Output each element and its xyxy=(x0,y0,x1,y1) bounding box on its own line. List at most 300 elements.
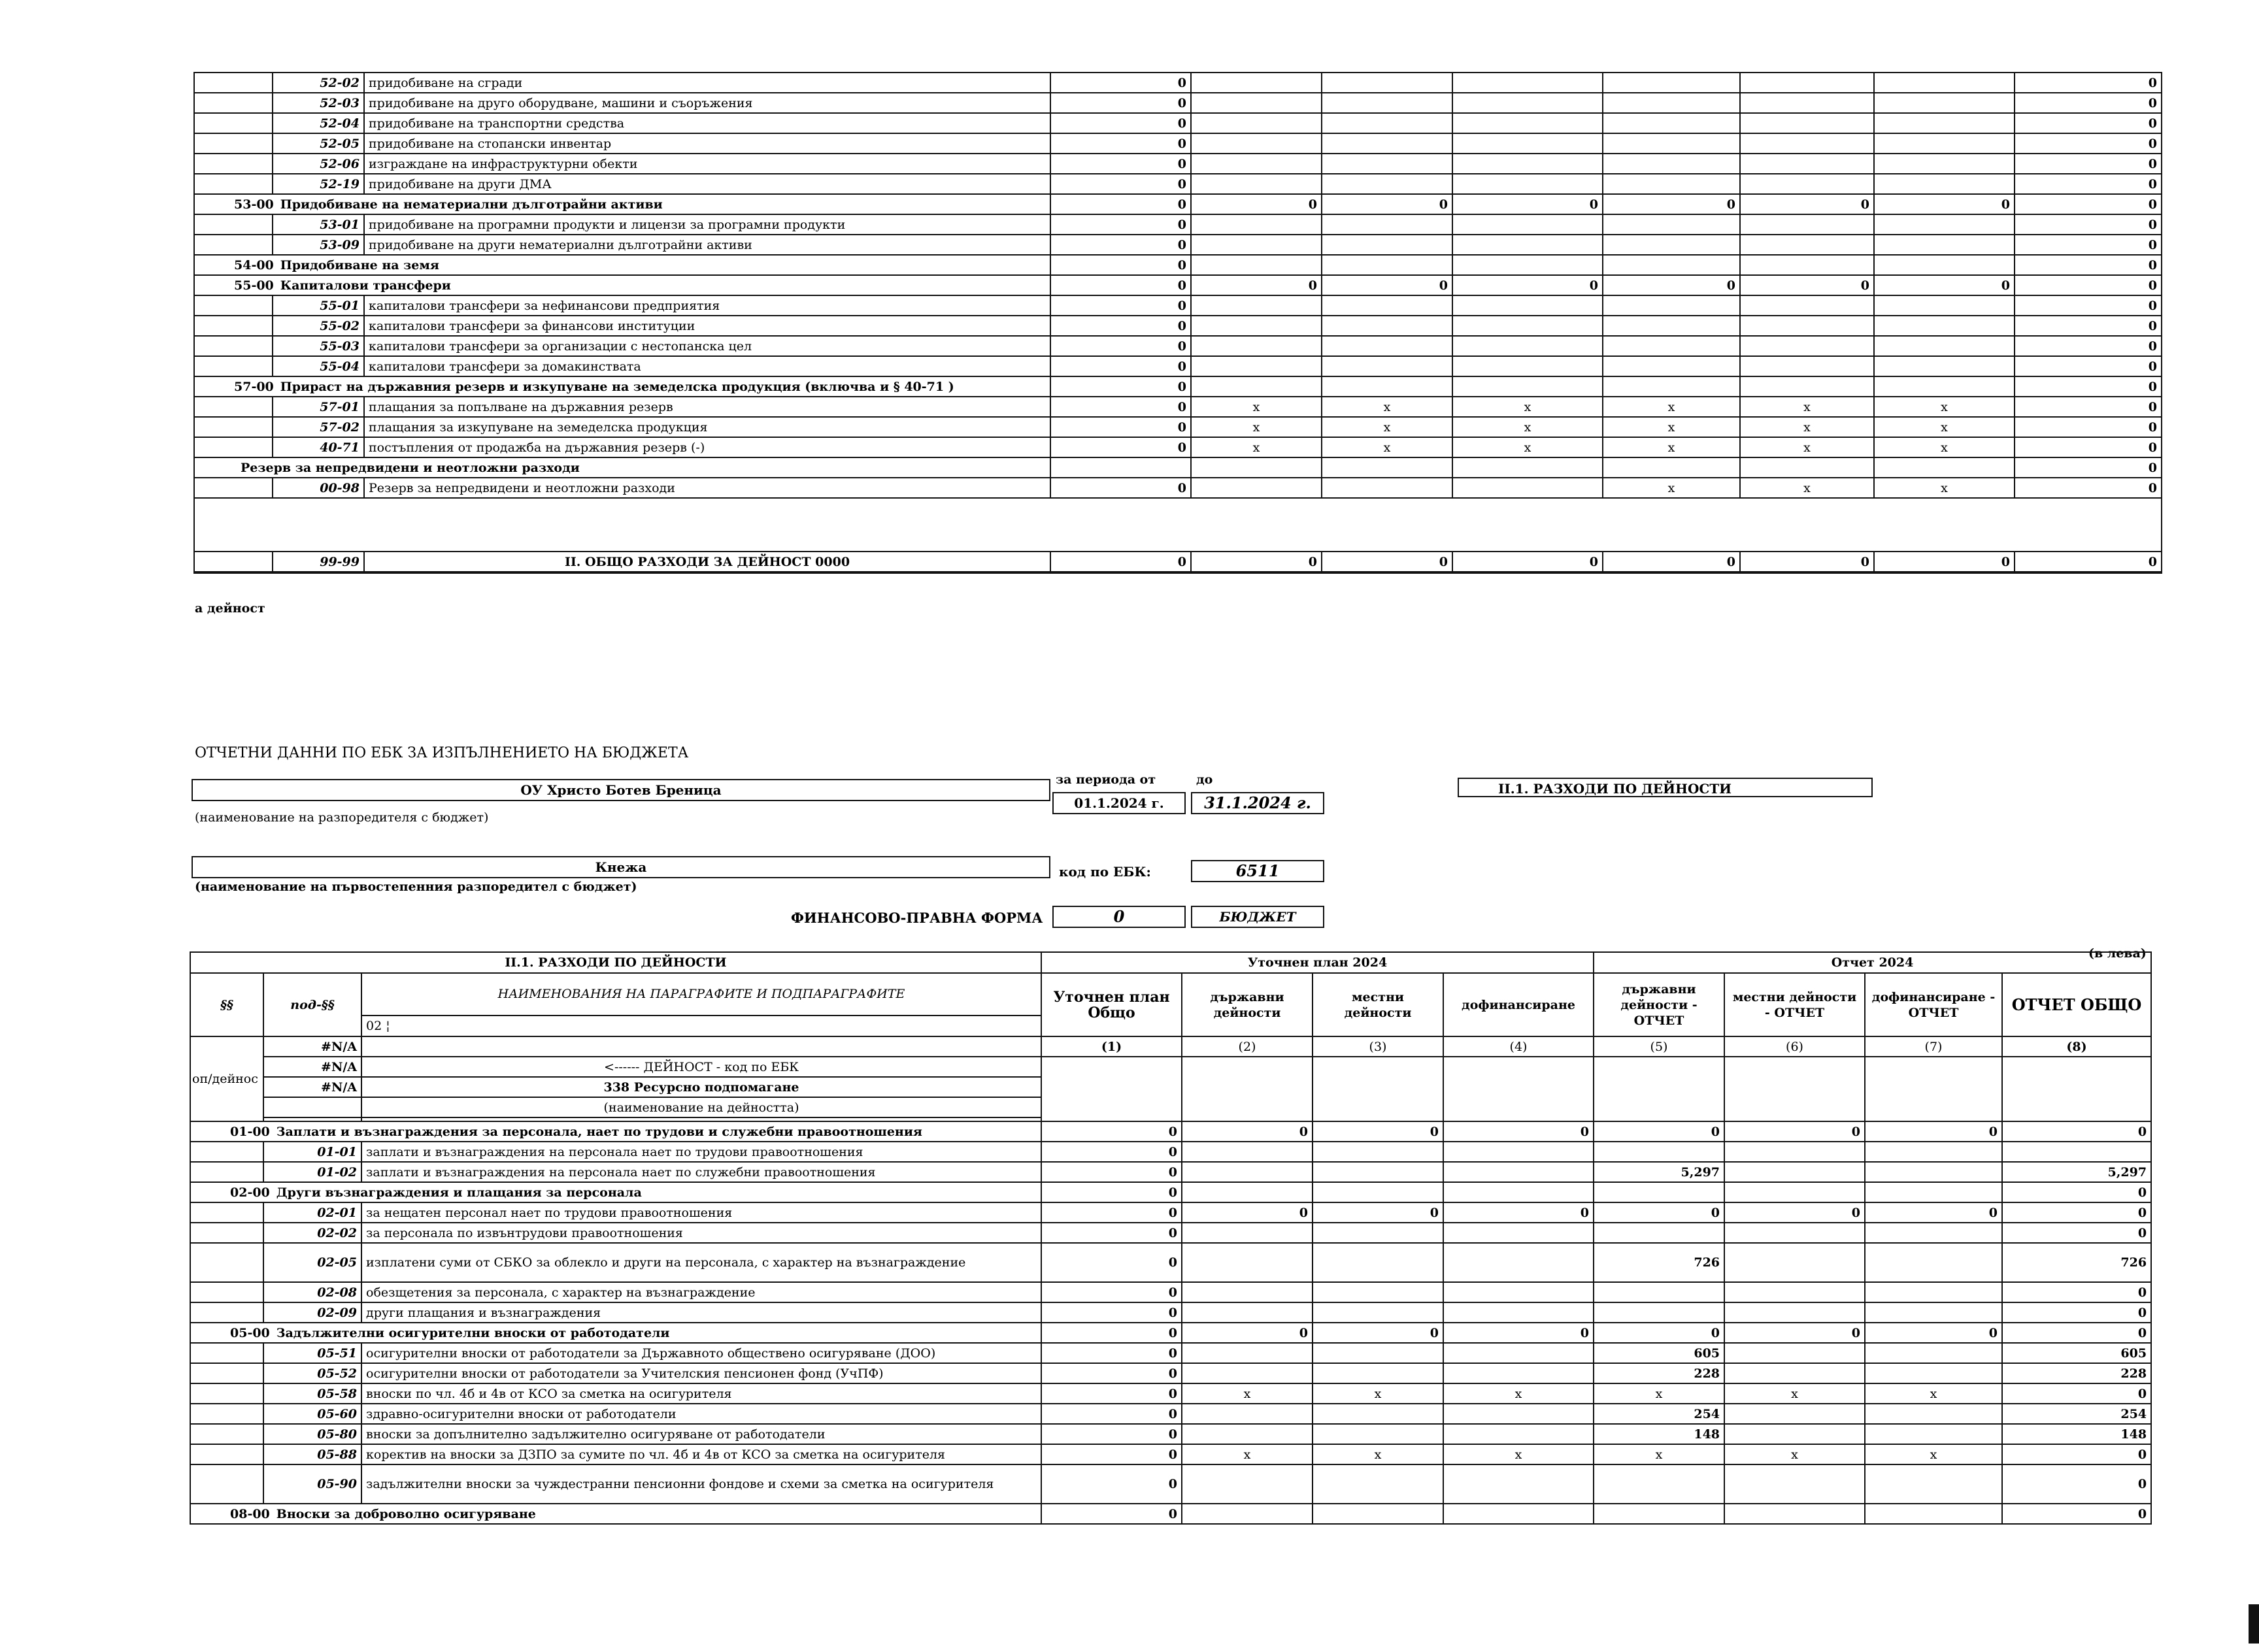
row-code: 52-06 xyxy=(273,154,364,174)
plan-total-cell: 0 xyxy=(1050,133,1191,154)
value-cell-c4 xyxy=(1443,1404,1594,1424)
table-row xyxy=(194,93,2162,113)
legal-form-code: 0 xyxy=(1052,906,1186,928)
value-cell-c2 xyxy=(1191,457,1322,478)
value-cell-c2 xyxy=(1182,1162,1313,1182)
na-code-3: #N/A xyxy=(263,1077,361,1097)
value-cell-c6: x xyxy=(1740,397,1874,417)
report-total-cell: 5,297 xyxy=(2002,1162,2151,1182)
value-cell-c5 xyxy=(1594,1464,1724,1504)
period-from-label: за периода от xyxy=(1056,772,1156,787)
value-cell-c7 xyxy=(1865,1282,2002,1302)
indent-cell xyxy=(194,478,273,498)
report-total-cell: 148 xyxy=(2002,1424,2151,1444)
row-label: изграждане на инфраструктурни обекти xyxy=(364,154,1050,174)
report-total-cell: 0 xyxy=(2015,417,2162,437)
plan-total-cell: 0 xyxy=(1050,417,1191,437)
col-total-report: ОТЧЕТ ОБЩО xyxy=(2002,973,2151,1036)
value-cell-c2 xyxy=(1182,1282,1313,1302)
value-cell-c6: 0 xyxy=(1740,275,1874,295)
row-label: II. ОБЩО РАЗХОДИ ЗА ДЕЙНОСТ 0000 xyxy=(364,552,1050,572)
row-code: 05-00 xyxy=(230,1325,270,1340)
report-total-cell: 0 xyxy=(2015,397,2162,417)
row-code: 02-05 xyxy=(263,1243,361,1282)
row-label: капиталови трансфери за организации с нестопанска цел xyxy=(364,336,1050,356)
value-cell-c3 xyxy=(1322,113,1452,133)
indent-cell xyxy=(194,93,273,113)
value-cell-c3 xyxy=(1313,1464,1443,1504)
row-label: здравно-осигурителни вноски от работодатели xyxy=(361,1404,1041,1424)
row-code: 02-00 xyxy=(230,1185,270,1200)
value-cell-c7 xyxy=(1865,1363,2002,1383)
value-cell-c6 xyxy=(1740,356,1874,376)
table-row xyxy=(194,437,2162,457)
value-cell-c2: 0 xyxy=(1182,1323,1313,1343)
row-code: 55-03 xyxy=(273,336,364,356)
report-total-cell: 0 xyxy=(2002,1182,2151,1202)
value-cell-c4 xyxy=(1452,457,1603,478)
col-num-8: (8) xyxy=(2002,1036,2151,1057)
plan-total-cell: 0 xyxy=(1041,1444,1182,1464)
plan-total-cell: 0 xyxy=(1050,336,1191,356)
value-cell-c7: x xyxy=(1874,437,2015,457)
total-cell-c5: 0 xyxy=(1603,552,1740,572)
value-cell-c4 xyxy=(1443,1504,1594,1524)
value-cell-c6 xyxy=(1740,154,1874,174)
indent-cell xyxy=(190,1202,263,1223)
value-cell-c7: 0 xyxy=(1865,1323,2002,1343)
report-total-cell: 0 xyxy=(2002,1504,2151,1524)
value-cell-c6: x xyxy=(1724,1444,1865,1464)
section-row-label xyxy=(190,1182,1041,1202)
report-total-cell: 0 xyxy=(2015,356,2162,376)
value-cell-c6: x xyxy=(1740,437,1874,457)
table-row xyxy=(194,194,2162,214)
value-cell-c4: 0 xyxy=(1443,1202,1594,1223)
value-cell-c4: x xyxy=(1452,437,1603,457)
row-code: 57-02 xyxy=(273,417,364,437)
indent-cell xyxy=(194,113,273,133)
row-code: 99-99 xyxy=(273,552,364,572)
row-label: коректив на вноски за ДЗПО за сумите по чл. 4б и 4в от КСО за сметка на осигурителя xyxy=(361,1444,1041,1464)
row-label: капиталови трансфери за финансови институции xyxy=(364,316,1050,336)
value-cell-c6 xyxy=(1740,113,1874,133)
indent-cell xyxy=(190,1243,263,1282)
value-cell-c3: x xyxy=(1313,1444,1443,1464)
row-code: 05-51 xyxy=(263,1343,361,1363)
value-cell-c4: 0 xyxy=(1452,194,1603,214)
value-cell-c2 xyxy=(1182,1182,1313,1202)
table-title: II.1. РАЗХОДИ ПО ДЕЙНОСТИ xyxy=(190,952,1041,973)
row-code: 02-09 xyxy=(263,1302,361,1323)
value-cell-c5 xyxy=(1594,1142,1724,1162)
value-cell-c3: 0 xyxy=(1313,1202,1443,1223)
total-cell-c2: 0 xyxy=(1191,552,1322,572)
value-cell-c2 xyxy=(1182,1464,1313,1504)
table-row xyxy=(190,1243,2151,1282)
value-cell-c2 xyxy=(1191,154,1322,174)
value-cell-c3 xyxy=(1313,1142,1443,1162)
value-cell-c5: x xyxy=(1603,397,1740,417)
value-cell-c4 xyxy=(1452,316,1603,336)
value-cell-c5: 605 xyxy=(1594,1343,1724,1363)
row-code: 08-00 xyxy=(230,1506,270,1521)
plan-total-cell: 0 xyxy=(1050,113,1191,133)
plan-total-cell: 0 xyxy=(1041,1302,1182,1323)
value-cell-c2 xyxy=(1191,255,1322,275)
indent-cell xyxy=(190,1142,263,1162)
table-row xyxy=(194,154,2162,174)
table-row xyxy=(194,336,2162,356)
plan-total-cell: 0 xyxy=(1050,194,1191,214)
plan-total-cell: 0 xyxy=(1050,93,1191,113)
report-total-cell: 0 xyxy=(2015,437,2162,457)
value-cell-c3: 0 xyxy=(1322,194,1452,214)
ebk-code-field: 6511 xyxy=(1191,860,1324,882)
row-code: 57-00 xyxy=(234,379,274,394)
report-total-cell: 228 xyxy=(2002,1363,2151,1383)
row-code: 55-01 xyxy=(273,295,364,316)
value-cell-c7 xyxy=(1874,457,2015,478)
value-cell-c5: 0 xyxy=(1594,1202,1724,1223)
value-cell-c7 xyxy=(1874,214,2015,235)
row-label: придобиване на друго оборудване, машини и съоръжения xyxy=(364,93,1050,113)
indent-cell xyxy=(194,552,273,572)
value-cell-c5 xyxy=(1603,336,1740,356)
value-cell-c2 xyxy=(1182,1223,1313,1243)
value-cell-c3: x xyxy=(1313,1383,1443,1404)
value-cell-c2 xyxy=(1191,356,1322,376)
legal-form-label: ФИНАНСОВО-ПРАВНА ФОРМА xyxy=(791,910,1043,926)
value-cell-c7: 0 xyxy=(1874,275,2015,295)
value-cell-c5: 5,297 xyxy=(1594,1162,1724,1182)
plan-total-cell: 0 xyxy=(1041,1142,1182,1162)
plan-total-cell: 0 xyxy=(1050,214,1191,235)
row-label: осигурителни вноски от работодатели за Учителския пенсионен фонд (УчПФ) xyxy=(361,1363,1041,1383)
plan-total-cell: 0 xyxy=(1041,1424,1182,1444)
value-cell-c3 xyxy=(1322,376,1452,397)
report-total-cell: 0 xyxy=(2015,93,2162,113)
plan-total-cell: 0 xyxy=(1041,1182,1182,1202)
value-cell-c4 xyxy=(1452,295,1603,316)
scan-edge-mark xyxy=(2249,1604,2259,1644)
report-total-cell: 0 xyxy=(2002,1202,2151,1223)
value-cell-c4 xyxy=(1452,478,1603,498)
na-code-1: #N/A xyxy=(263,1036,361,1057)
value-cell-c4 xyxy=(1443,1464,1594,1504)
value-cell-c6 xyxy=(1740,174,1874,194)
row-label: задължителни вноски за чуждестранни пенсионни фондове и схеми за сметка на осигурителя xyxy=(361,1464,1041,1504)
report-total-cell: 0 xyxy=(2015,133,2162,154)
value-cell-c4 xyxy=(1443,1302,1594,1323)
row-code: 05-80 xyxy=(263,1424,361,1444)
table-row xyxy=(190,1121,2151,1142)
row-label: Резерв за непредвидени и неотложни разходи xyxy=(241,460,580,475)
value-cell-c6 xyxy=(1740,73,1874,93)
table-row xyxy=(190,1142,2151,1162)
indent-cell xyxy=(190,1424,263,1444)
value-cell-c7: x xyxy=(1874,397,2015,417)
indent-cell xyxy=(190,1464,263,1504)
value-cell-c3: 0 xyxy=(1322,275,1452,295)
indent-cell xyxy=(190,1363,263,1383)
value-cell-c7 xyxy=(1865,1142,2002,1162)
activity-caption: (наименование на дейността) xyxy=(361,1097,1041,1117)
value-cell-c2: x xyxy=(1182,1383,1313,1404)
table-row xyxy=(190,1282,2151,1302)
row-label: постъпления от продажба на държавния резерв (-) xyxy=(364,437,1050,457)
value-cell-c3 xyxy=(1322,356,1452,376)
report-total-cell: 0 xyxy=(2015,214,2162,235)
value-cell-c5 xyxy=(1594,1302,1724,1323)
value-cell-c3 xyxy=(1322,336,1452,356)
value-cell-c7: 0 xyxy=(1865,1202,2002,1223)
value-cell-c2 xyxy=(1191,235,1322,255)
value-cell-c5 xyxy=(1594,1504,1724,1524)
value-cell-c3 xyxy=(1313,1282,1443,1302)
value-cell-c7 xyxy=(1874,295,2015,316)
value-cell-c7 xyxy=(1865,1302,2002,1323)
value-cell-c7 xyxy=(1865,1162,2002,1182)
period-from-field: 01.1.2024 г. xyxy=(1052,792,1186,814)
plan-total-cell: 0 xyxy=(1041,1282,1182,1302)
value-cell-c5 xyxy=(1594,1182,1724,1202)
value-cell-c6 xyxy=(1724,1282,1865,1302)
value-cell-c7 xyxy=(1874,133,2015,154)
indent-cell xyxy=(194,214,273,235)
value-cell-c3 xyxy=(1322,214,1452,235)
value-cell-c2 xyxy=(1182,1404,1313,1424)
row-code: 53-01 xyxy=(273,214,364,235)
grand-total-row xyxy=(194,552,2162,572)
value-cell-c7 xyxy=(1874,336,2015,356)
plan-total-cell: 0 xyxy=(1041,1404,1182,1424)
value-cell-c5: 254 xyxy=(1594,1404,1724,1424)
row-code: 01-01 xyxy=(263,1142,361,1162)
footer-note: а дейност xyxy=(195,601,265,616)
value-cell-c3 xyxy=(1313,1302,1443,1323)
value-cell-c7 xyxy=(1865,1404,2002,1424)
value-cell-c7 xyxy=(1865,1243,2002,1282)
value-cell-c5: 0 xyxy=(1603,194,1740,214)
plan-total-cell: 0 xyxy=(1050,376,1191,397)
value-cell-c4: x xyxy=(1443,1383,1594,1404)
report-group-header: Отчет 2024 xyxy=(1594,952,2151,973)
value-cell-c4 xyxy=(1443,1223,1594,1243)
value-cell-c2: x xyxy=(1191,417,1322,437)
row-code: 05-58 xyxy=(263,1383,361,1404)
table-row xyxy=(194,478,2162,498)
row-code: 05-60 xyxy=(263,1404,361,1424)
row-label: плащания за попълване на държавния резерв xyxy=(364,397,1050,417)
value-cell-c3 xyxy=(1322,154,1452,174)
value-cell-c5 xyxy=(1603,457,1740,478)
value-cell-c5 xyxy=(1603,255,1740,275)
value-cell-c6 xyxy=(1724,1424,1865,1444)
value-cell-c7 xyxy=(1874,73,2015,93)
section-row-label xyxy=(194,457,1050,478)
report-total-cell: 0 xyxy=(2015,73,2162,93)
row-code: 02-02 xyxy=(263,1223,361,1243)
activity-name: 338 Ресурсно подпомагане xyxy=(361,1077,1041,1097)
table-row xyxy=(194,214,2162,235)
row-code: 05-52 xyxy=(263,1363,361,1383)
col-cofin-report: дофинансиране - ОТЧЕТ xyxy=(1865,973,2002,1036)
primary-caption: (наименование на първостепенния разпоредител с бюджет) xyxy=(195,880,637,894)
col-local: местни дейности xyxy=(1313,973,1443,1036)
table-row xyxy=(190,1343,2151,1363)
value-cell-c7: 0 xyxy=(1865,1121,2002,1142)
side-label: оп/дейнос xyxy=(190,1036,263,1121)
col-subpara: под-§§ xyxy=(263,973,361,1036)
row-label: за персонала по извънтрудови правоотношения xyxy=(361,1223,1041,1243)
col-num-6: (6) xyxy=(1724,1036,1865,1057)
section-row-label xyxy=(190,1323,1041,1343)
table-row xyxy=(194,397,2162,417)
indent-cell xyxy=(190,1343,263,1363)
value-cell-c6: x xyxy=(1724,1383,1865,1404)
table-row xyxy=(190,1363,2151,1383)
value-cell-c6 xyxy=(1724,1404,1865,1424)
plan-total-cell: 0 xyxy=(1050,356,1191,376)
value-cell-c2 xyxy=(1182,1363,1313,1383)
value-cell-c2 xyxy=(1191,214,1322,235)
value-cell-c7 xyxy=(1865,1223,2002,1243)
section-row-label xyxy=(194,255,1050,275)
table-row xyxy=(190,1302,2151,1323)
value-cell-c5: 148 xyxy=(1594,1424,1724,1444)
plan-total-cell: 0 xyxy=(1050,295,1191,316)
value-cell-c7 xyxy=(1865,1464,2002,1504)
value-cell-c6: 0 xyxy=(1724,1323,1865,1343)
indent-cell xyxy=(194,154,273,174)
value-cell-c5 xyxy=(1603,214,1740,235)
legal-form-value: БЮДЖЕТ xyxy=(1191,906,1324,928)
value-cell-c2 xyxy=(1191,295,1322,316)
col-state: държавни дейности xyxy=(1182,973,1313,1036)
value-cell-c3 xyxy=(1322,478,1452,498)
report-total-cell: 0 xyxy=(2015,275,2162,295)
row-label: капиталови трансфери за нефинансови предприятия xyxy=(364,295,1050,316)
value-cell-c4 xyxy=(1452,336,1603,356)
report-total-cell: 0 xyxy=(2015,376,2162,397)
value-cell-c5 xyxy=(1603,235,1740,255)
plan-total-cell: 0 xyxy=(1041,1223,1182,1243)
value-cell-c5 xyxy=(1603,93,1740,113)
value-cell-c4 xyxy=(1452,154,1603,174)
row-label: придобиване на транспортни средства xyxy=(364,113,1050,133)
spacer-cell xyxy=(194,498,2162,552)
value-cell-c6 xyxy=(1724,1243,1865,1282)
table-row xyxy=(194,376,2162,397)
row-label: Вноски за доброволно осигуряване xyxy=(276,1506,536,1521)
plan-total-cell xyxy=(1050,457,1191,478)
value-cell-c5: 0 xyxy=(1594,1121,1724,1142)
row-label: Заплати и възнаграждения за персонала, нает по трудови и служебни правоотношения xyxy=(276,1124,922,1139)
row-label: плащания за изкупуване на земеделска продукция xyxy=(364,417,1050,437)
indent-cell xyxy=(194,316,273,336)
plan-total-cell: 0 xyxy=(1041,1162,1182,1182)
col-para: §§ xyxy=(190,973,263,1036)
value-cell-c5: x xyxy=(1594,1444,1724,1464)
row-label: осигурителни вноски от работодатели за Държавното обществено осигуряване (ДОО) xyxy=(361,1343,1041,1363)
row-code: 55-02 xyxy=(273,316,364,336)
row-code: 02-01 xyxy=(263,1202,361,1223)
indent-cell xyxy=(190,1444,263,1464)
value-cell-c6 xyxy=(1740,93,1874,113)
report-total-cell: 254 xyxy=(2002,1404,2151,1424)
section-row-label xyxy=(190,1121,1041,1142)
row-label: Прираст на държавния резерв и изкупуване на земеделска продукция (включва и § 40-71 ) xyxy=(280,379,954,394)
table-row xyxy=(194,113,2162,133)
value-cell-c2 xyxy=(1191,93,1322,113)
value-cell-c2: 0 xyxy=(1182,1121,1313,1142)
row-code: 54-00 xyxy=(234,257,274,273)
value-cell-c3 xyxy=(1313,1504,1443,1524)
lower-expense-table xyxy=(190,951,2152,1525)
plan-total-cell: 0 xyxy=(1041,1202,1182,1223)
value-cell-c7: x xyxy=(1874,417,2015,437)
row-label: вноски по чл. 4б и 4в от КСО за сметка на осигурителя xyxy=(361,1383,1041,1404)
value-cell-c3 xyxy=(1313,1182,1443,1202)
value-cell-c6 xyxy=(1724,1182,1865,1202)
value-cell-c7 xyxy=(1874,316,2015,336)
value-cell-c7: x xyxy=(1865,1383,2002,1404)
table-row xyxy=(190,1202,2151,1223)
value-cell-c2 xyxy=(1191,113,1322,133)
report-total-cell: 605 xyxy=(2002,1343,2151,1363)
value-cell-c3: 0 xyxy=(1313,1121,1443,1142)
table-row xyxy=(194,133,2162,154)
row-label: Капиталови трансфери xyxy=(280,278,451,293)
table-row xyxy=(190,1223,2151,1243)
value-cell-c5: 0 xyxy=(1594,1323,1724,1343)
value-cell-c3 xyxy=(1322,235,1452,255)
indent-cell xyxy=(194,235,273,255)
section-row-label xyxy=(194,194,1050,214)
value-cell-c4 xyxy=(1452,73,1603,93)
row-label: обезщетения за персонала, с характер на възнаграждение xyxy=(361,1282,1041,1302)
row-code: 55-00 xyxy=(234,278,274,293)
plan-total-cell: 0 xyxy=(1050,478,1191,498)
period-to-label: до xyxy=(1196,772,1213,787)
table-row xyxy=(190,1323,2151,1343)
value-cell-c6 xyxy=(1724,1162,1865,1182)
row-label: вноски за допълнително задължително осигуряване от работодатели xyxy=(361,1424,1041,1444)
value-cell-c6 xyxy=(1724,1504,1865,1524)
col-state-report: държавни дейности - ОТЧЕТ xyxy=(1594,973,1724,1036)
table-row xyxy=(194,275,2162,295)
row-code: 02-08 xyxy=(263,1282,361,1302)
table-row xyxy=(190,1464,2151,1504)
value-cell-c4 xyxy=(1452,255,1603,275)
value-cell-c2: 0 xyxy=(1182,1202,1313,1223)
value-cell-c5 xyxy=(1603,316,1740,336)
value-cell-c4: x xyxy=(1452,397,1603,417)
value-cell-c3 xyxy=(1322,133,1452,154)
activity-label: <------ ДЕЙНОСТ - код по ЕБК xyxy=(361,1057,1041,1077)
total-cell-c4: 0 xyxy=(1452,552,1603,572)
value-cell-c4: x xyxy=(1443,1444,1594,1464)
value-cell-c4 xyxy=(1452,113,1603,133)
org-name-field: ОУ Христо Ботев Бреница xyxy=(192,779,1050,801)
indent-cell xyxy=(190,1282,263,1302)
total-cell-c6: 0 xyxy=(1740,552,1874,572)
value-cell-c2: x xyxy=(1191,397,1322,417)
report-total-cell: 726 xyxy=(2002,1243,2151,1282)
col-num-4: (4) xyxy=(1443,1036,1594,1057)
value-cell-c3 xyxy=(1313,1162,1443,1182)
